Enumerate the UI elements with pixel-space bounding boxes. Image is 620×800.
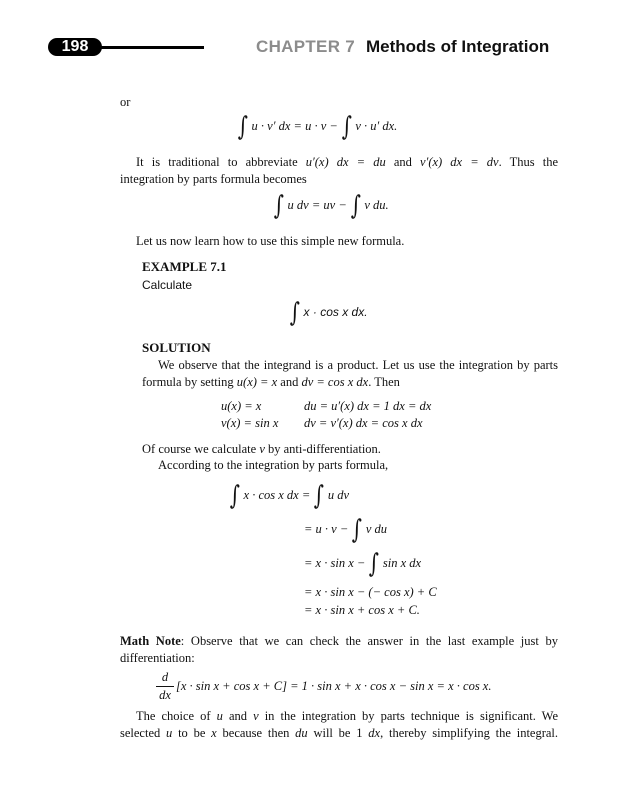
page-number-badge [48,38,102,56]
check-expression: [x · sin x + cos x + C] = 1 · sin x + x · cos x − sin x = x · cos x. [176,679,492,693]
setup-row-2-right: dv = v′(x) dx = cos x dx [304,416,423,430]
chapter-title: Methods of Integration [366,37,550,56]
final-line1: The choice of u and v in the integration by parts technique is significant. We [136,709,559,723]
integral-sign: ∫ [289,298,300,328]
setup-row-1-right: du = u′(x) dx = 1 dx = dx [304,399,432,413]
solution-heading: SOLUTION [142,340,211,355]
integral-sign: ∫ [350,191,361,221]
sol-line1: We observe that the integrand is a product. Let us use the integration by parts [158,358,558,372]
integral-sign: ∫ [229,481,240,511]
example-integral [286,300,368,326]
derivation-step-4: = x · sin x + cos x + C. [304,603,420,617]
math-note-label: Math Note [120,634,181,648]
eq1-lhs: u · v′ dx = u · v − [251,118,338,133]
example-heading: EXAMPLE 7.1 [142,259,227,274]
check-fraction [156,670,174,703]
check-denominator: dx [159,688,171,702]
integral-sign: ∫ [273,191,284,221]
integral-sign: ∫ [237,112,248,142]
paragraph-learn: Let us now learn how to use this simple new formula. [136,234,405,248]
integral-sign: ∫ [313,481,325,511]
final-line2: selected u to be x because then du will be 1 dx, thereby simplifying the integral. [120,725,559,740]
header-rule [98,46,204,49]
eq2-lhs: u dv = uv − [287,197,347,212]
paragraph-abbreviation [120,154,558,187]
check-numerator: d [161,670,169,684]
derivation-first-line: ∫ x · cos x dx = ∫ u dv [229,481,350,511]
integral-sign: ∫ [351,515,363,545]
example-integral-expr: x · cos x dx. [303,305,368,320]
math-note [120,633,558,666]
math-note-line2: differentiation: [120,650,195,665]
integral-sign: ∫ [341,112,352,142]
page-number: 198 [61,38,89,55]
equation-short-form [270,193,389,219]
para1-line2: integration by parts formula becomes [120,171,307,186]
chapter-label: CHAPTER 7 [256,37,356,56]
sol-line2: formula by setting u(x) = x and dv = cos x dx. Then [142,374,400,389]
integral-sign: ∫ [369,549,380,579]
example-prompt: Calculate [142,278,193,292]
of-course-line: Of course we calculate v by anti-differentiation. [142,442,381,456]
setup-row-1-left: u(x) = x [221,399,262,413]
eq1-rhs: v · u′ dx. [355,118,398,133]
equation-parts-formula [234,114,397,140]
or-word: or [120,95,131,109]
fraction-bar [156,686,174,687]
derivation-step-2: = x · sin x − ∫ sin x dx [304,549,422,579]
math-note-line1: Math Note: Observe that we can check the answer in the last example just by [120,634,558,648]
derivation-step-3: = x · sin x − (− cos x) + C [304,585,437,599]
para1-line1: It is traditional to abbreviate u′(x) dx = du and v′(x) dx = dv. Thus the [136,155,559,169]
final-paragraph [120,708,558,741]
derivation-step-1: = u · v − ∫ v du [304,515,388,545]
solution-paragraph [142,357,558,390]
according-line: According to the integration by parts formula, [158,458,389,472]
eq2-rhs: v du. [364,197,389,212]
setup-row-2-left: v(x) = sin x [221,416,279,430]
